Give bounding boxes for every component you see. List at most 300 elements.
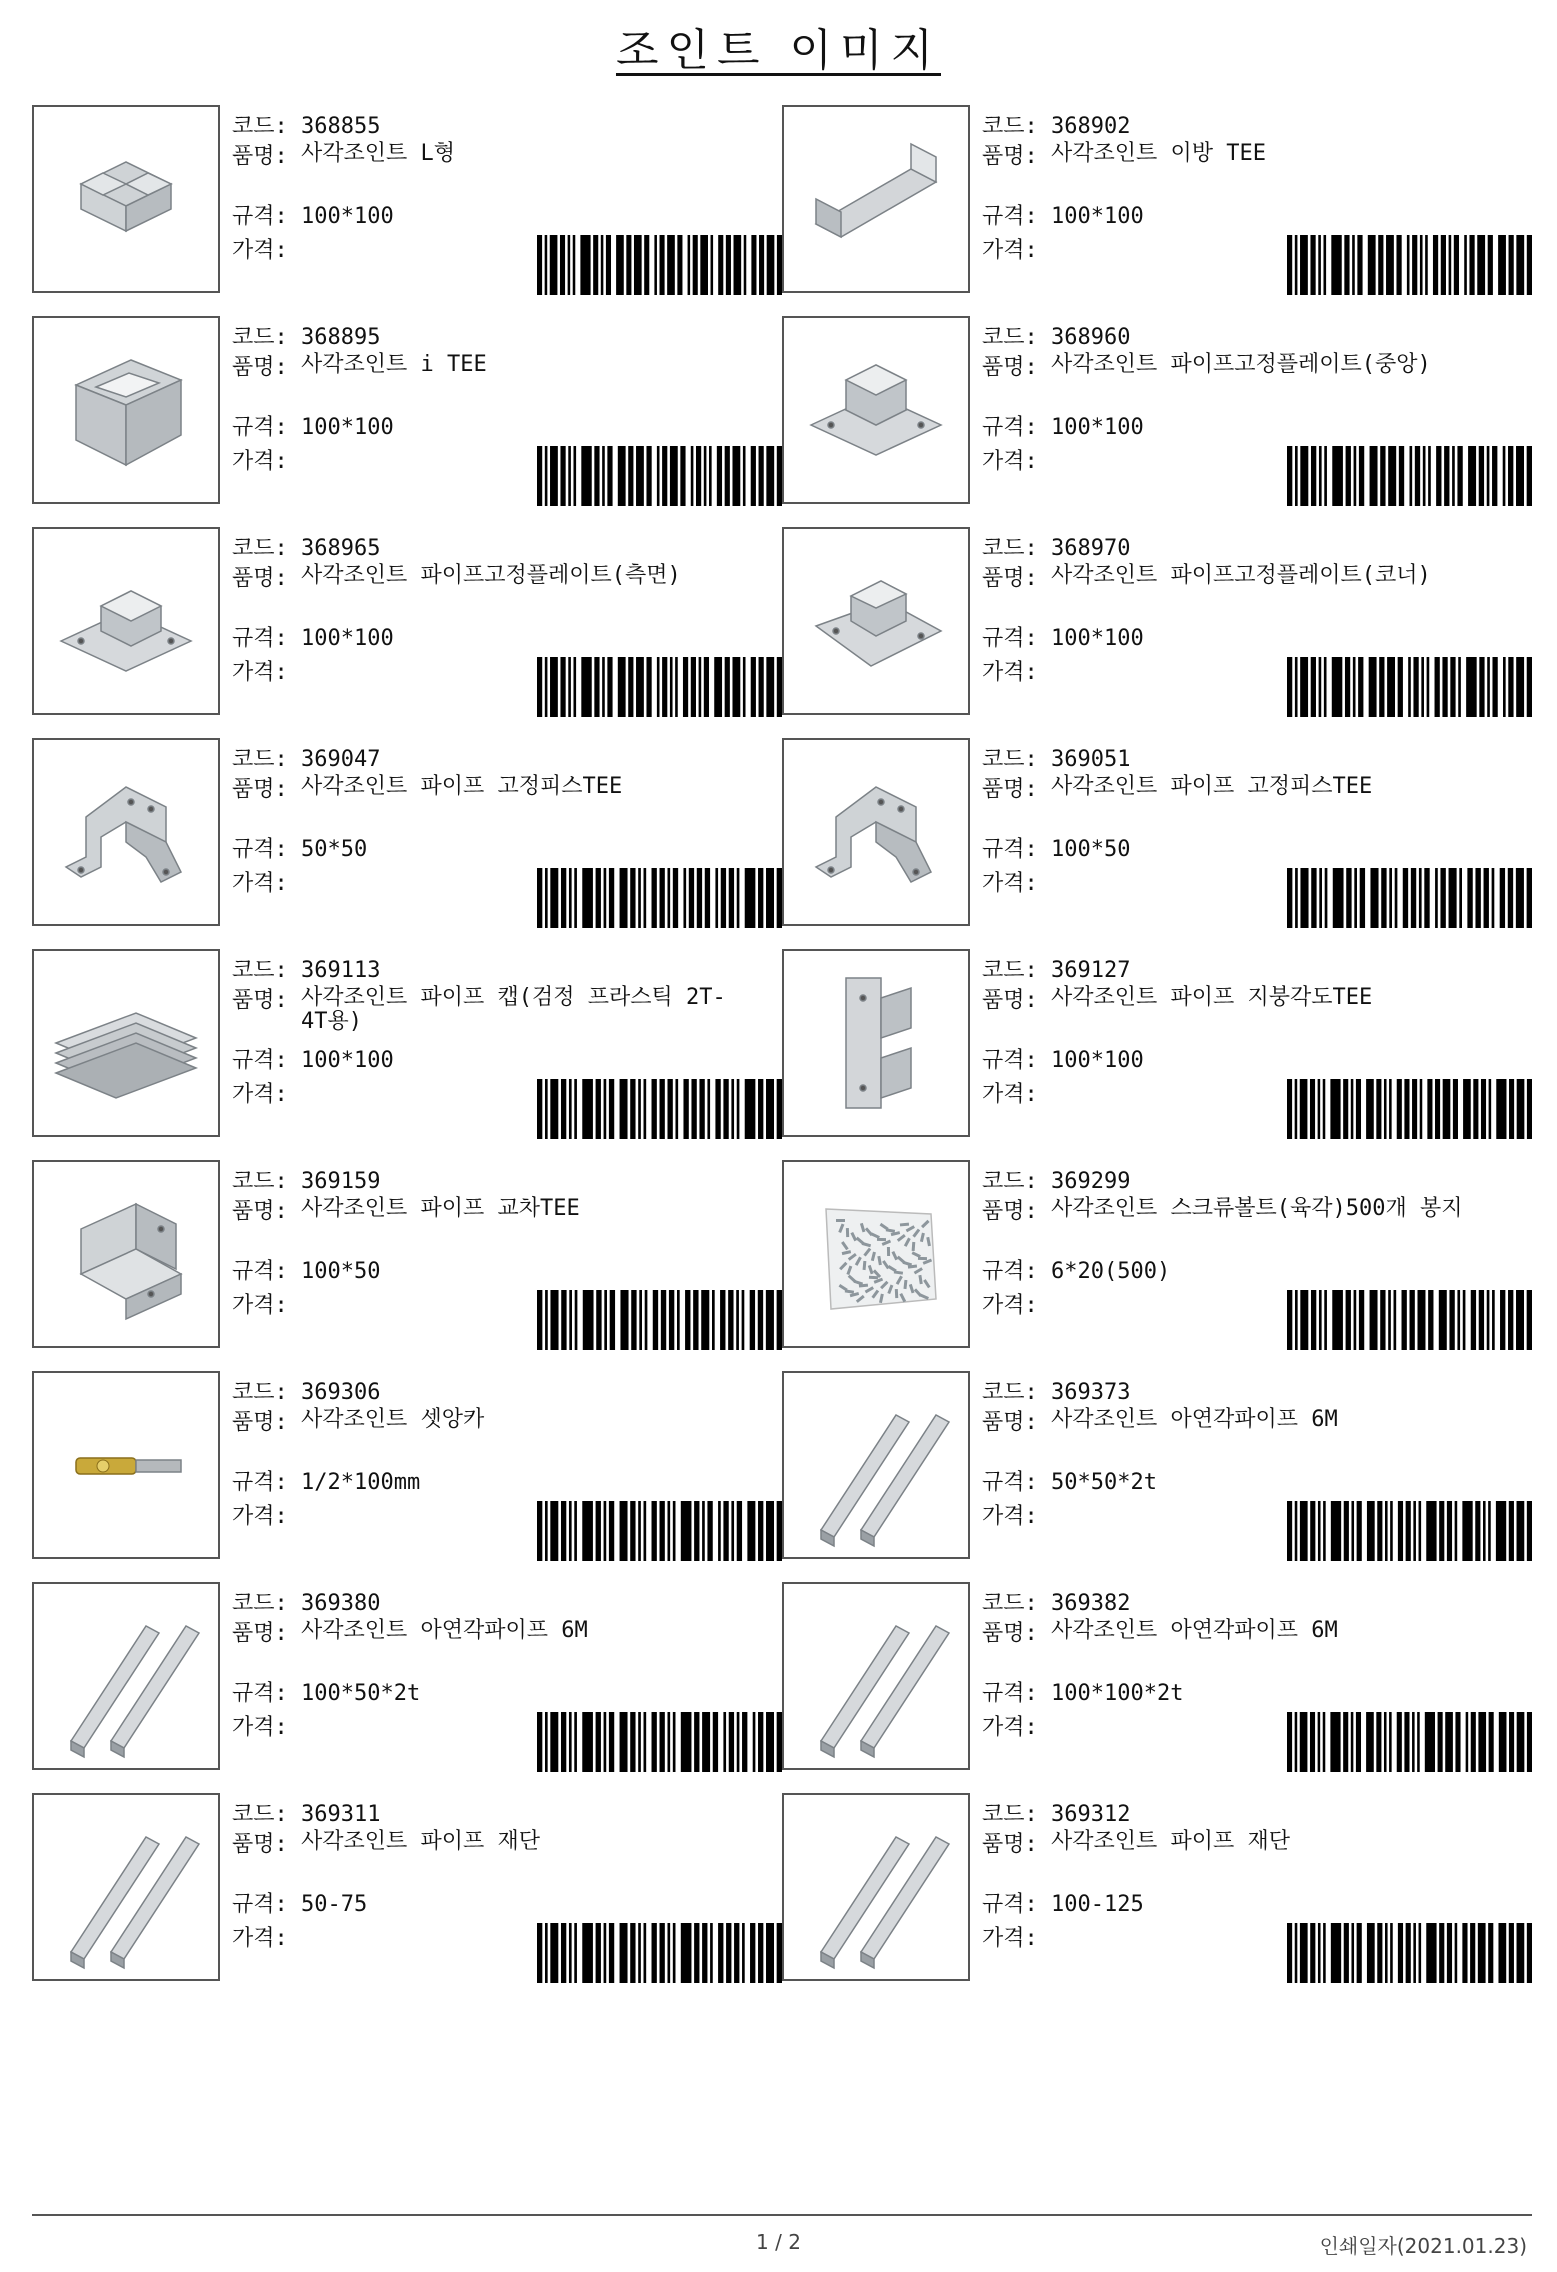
barcode-bar — [550, 1923, 558, 1983]
barcode-bar — [1408, 657, 1411, 717]
barcode-bar — [1463, 1079, 1471, 1139]
barcode-bar — [560, 446, 565, 506]
barcode-bar — [702, 1923, 707, 1983]
barcode-bar — [582, 1923, 593, 1983]
barcode-bar — [545, 1079, 548, 1139]
product-price: 가격: — [232, 1504, 288, 1529]
barcode-bar — [1516, 446, 1524, 506]
product-name: 품명: 사각조인트 스크류볼트(육각)500개 봉지 — [982, 1196, 1463, 1224]
barcode-bar — [1368, 235, 1376, 295]
barcode-bar — [1458, 657, 1461, 717]
barcode-bar — [1427, 1079, 1432, 1139]
barcode-bar — [691, 657, 696, 717]
barcode — [1287, 235, 1532, 295]
barcode-bar — [1516, 657, 1524, 717]
barcode-bar — [1377, 1501, 1382, 1561]
barcode-bar — [582, 1079, 593, 1139]
barcode-bar — [1517, 1079, 1525, 1139]
product-image — [32, 105, 220, 293]
barcode-bar — [1332, 446, 1343, 506]
barcode-bar — [1457, 446, 1462, 506]
product-card — [32, 1793, 782, 2004]
barcode-bar — [667, 1079, 672, 1139]
barcode-bar — [620, 868, 628, 928]
barcode-bar — [737, 1079, 740, 1139]
product-price: 가격: — [982, 1504, 1038, 1529]
barcode-bar — [582, 868, 593, 928]
barcode-bar — [1509, 1079, 1514, 1139]
square-pipe-icon — [41, 1802, 211, 1972]
barcode-bar — [702, 1501, 705, 1561]
barcode-bar — [654, 235, 657, 295]
barcode-bar — [751, 657, 756, 717]
barcode-bar — [704, 657, 709, 717]
barcode-bar — [1410, 446, 1413, 506]
barcode-bar — [628, 446, 633, 506]
barcode-bar — [1380, 446, 1385, 506]
barcode-bar — [766, 868, 774, 928]
product-name: 품명: 사각조인트 파이프고정플레이트(코너) — [982, 563, 1431, 591]
barcode-bar — [1295, 1712, 1298, 1772]
product-name: 품명: 사각조인트 파이프 지붕각도TEE — [982, 985, 1373, 1013]
product-image — [32, 1160, 220, 1348]
barcode-bar — [742, 1923, 745, 1983]
barcode-bar — [1508, 446, 1513, 506]
barcode-bar — [1295, 235, 1298, 295]
barcode-bar — [1489, 1079, 1492, 1139]
barcode-bar — [573, 657, 576, 717]
barcode-bar — [680, 446, 685, 506]
barcode-bar — [630, 868, 635, 928]
barcode-bar — [639, 1290, 642, 1350]
barcode — [537, 657, 782, 717]
barcode-bar — [1310, 1079, 1315, 1139]
barcode-bar — [713, 1712, 718, 1772]
product-spec: 규격: 100*100 — [232, 1048, 394, 1073]
barcode-bar — [737, 868, 740, 928]
barcode-bar — [667, 1501, 670, 1561]
barcode-bar — [737, 1501, 742, 1561]
barcode-bar — [1527, 446, 1532, 506]
barcode-bar — [1527, 1712, 1532, 1772]
barcode-bar — [596, 1712, 601, 1772]
product-name: 품명: 사각조인트 이방 TEE — [982, 141, 1266, 169]
product-name: 품명: 사각조인트 파이프 고정피스TEE — [982, 774, 1373, 802]
barcode-bar — [638, 868, 641, 928]
product-spec: 규격: 100*50 — [982, 837, 1131, 862]
barcode-bar — [1419, 1923, 1422, 1983]
barcode-bar — [693, 235, 698, 295]
barcode-bar — [1376, 1712, 1381, 1772]
barcode-bar — [537, 446, 542, 506]
barcode-bar — [1295, 657, 1298, 717]
barcode-bar — [1287, 1290, 1292, 1350]
barcode-bar — [1300, 1501, 1308, 1561]
product-image — [32, 1371, 220, 1559]
barcode — [537, 1712, 782, 1772]
barcode-bar — [1332, 1290, 1343, 1350]
barcode-bar — [1386, 235, 1394, 295]
barcode-bar — [758, 1501, 763, 1561]
barcode-bar — [628, 657, 633, 717]
barcode-bar — [596, 1079, 601, 1139]
barcode-bar — [744, 235, 747, 295]
barcode-bar — [766, 1290, 774, 1350]
page-title: 조인트 이미지 — [615, 25, 941, 76]
barcode-bar — [638, 1712, 641, 1772]
barcode-bar — [537, 657, 542, 717]
product-card — [32, 949, 782, 1160]
barcode-bar — [561, 868, 566, 928]
barcode-bar — [1346, 446, 1351, 506]
barcode-bar — [715, 868, 718, 928]
barcode-bar — [1455, 1501, 1458, 1561]
barcode-bar — [1467, 868, 1472, 928]
barcode-bar — [1450, 657, 1455, 717]
barcode-bar — [620, 1923, 628, 1983]
product-price: 가격: — [232, 1715, 288, 1740]
barcode-bar — [630, 1923, 635, 1983]
barcode-bar — [1323, 235, 1326, 295]
barcode-bar — [718, 235, 723, 295]
barcode-bar — [1295, 446, 1298, 506]
product-image — [782, 1582, 970, 1770]
barcode-bar — [652, 1712, 657, 1772]
barcode-bar — [696, 446, 701, 506]
product-spec: 규격: 100*100 — [982, 1048, 1144, 1073]
barcode-bar — [1300, 657, 1308, 717]
barcode-bar — [766, 1712, 774, 1772]
barcode-bar — [573, 446, 576, 506]
barcode — [1287, 1290, 1532, 1350]
barcode — [1287, 657, 1532, 717]
product-code: 코드: 368855 — [232, 114, 381, 139]
barcode-bar — [1390, 1501, 1393, 1561]
barcode-bar — [574, 868, 577, 928]
barcode-bar — [630, 1079, 635, 1139]
barcode-bar — [638, 1079, 641, 1139]
barcode-bar — [582, 1712, 593, 1772]
barcode-bar — [609, 1501, 614, 1561]
barcode-bar — [1343, 1079, 1348, 1139]
barcode-bar — [700, 235, 708, 295]
barcode-bar — [1318, 235, 1321, 295]
product-name: 품명: 사각조인트 파이프 재단 — [232, 1829, 541, 1857]
barcode-bar — [569, 1290, 572, 1350]
barcode-bar — [1413, 1923, 1416, 1983]
barcode-bar — [594, 446, 599, 506]
barcode-bar — [1370, 1290, 1378, 1350]
barcode-bar — [732, 446, 740, 506]
barcode-bar — [1404, 1079, 1409, 1139]
barcode-bar — [667, 235, 675, 295]
barcode-bar — [662, 657, 667, 717]
barcode-bar — [1527, 1290, 1532, 1350]
barcode-bar — [537, 1712, 542, 1772]
barcode-bar — [575, 1290, 578, 1350]
barcode-bar — [662, 446, 667, 506]
barcode-bar — [569, 1923, 572, 1983]
barcode-bar — [677, 235, 682, 295]
barcode-bar — [1300, 1079, 1308, 1139]
barcode-bar — [1324, 657, 1327, 717]
product-price: 가격: — [982, 449, 1038, 474]
barcode-bar — [1478, 1923, 1486, 1983]
barcode-bar — [1300, 1923, 1308, 1983]
barcode-bar — [634, 235, 642, 295]
barcode-bar — [697, 868, 702, 928]
barcode-bar — [1449, 235, 1452, 295]
barcode-bar — [683, 657, 688, 717]
square-pipe-icon — [791, 1802, 961, 1972]
barcode-bar — [1331, 235, 1341, 295]
barcode-bar — [1310, 1923, 1315, 1983]
product-code: 코드: 368902 — [982, 114, 1131, 139]
barcode-bar — [753, 1712, 756, 1772]
barcode-bar — [1394, 1290, 1397, 1350]
barcode-bar — [580, 235, 590, 295]
barcode-bar — [667, 868, 670, 928]
barcode-bar — [1487, 1290, 1490, 1350]
barcode-bar — [1387, 657, 1395, 717]
barcode-bar — [1300, 1712, 1308, 1772]
product-image — [782, 1793, 970, 1981]
barcode-bar — [689, 868, 694, 928]
barcode-bar — [1300, 446, 1308, 506]
barcode-bar — [759, 235, 764, 295]
barcode-bar — [1311, 1290, 1316, 1350]
barcode-bar — [545, 1923, 548, 1983]
barcode-bar — [550, 1501, 558, 1561]
barcode-bar — [1346, 868, 1351, 928]
barcode-bar — [537, 1290, 542, 1350]
product-image — [32, 1582, 220, 1770]
barcode-bar — [1508, 868, 1513, 928]
barcode-bar — [630, 1501, 635, 1561]
barcode-bar — [1500, 1290, 1505, 1350]
barcode-bar — [1527, 1923, 1532, 1983]
barcode-bar — [673, 1501, 676, 1561]
product-name: 품명: 사각조인트 아연각파이프 6M — [982, 1407, 1338, 1435]
barcode-bar — [1352, 235, 1355, 295]
barcode — [537, 1290, 782, 1350]
barcode-bar — [652, 868, 657, 928]
product-code: 코드: 369306 — [232, 1380, 381, 1405]
barcode-bar — [618, 446, 626, 506]
barcode-bar — [1488, 235, 1493, 295]
channel-tee-icon — [791, 114, 961, 284]
barcode-bar — [604, 1290, 607, 1350]
barcode-bar — [1492, 1290, 1495, 1350]
barcode-bar — [1359, 446, 1364, 506]
barcode-bar — [1395, 868, 1398, 928]
barcode-bar — [683, 868, 686, 928]
barcode-bar — [766, 446, 774, 506]
barcode-bar — [1438, 1712, 1443, 1772]
barcode-bar — [631, 1290, 636, 1350]
barcode-bar — [1527, 868, 1532, 928]
barcode-bar — [667, 1712, 670, 1772]
product-spec: 규격: 100-125 — [982, 1892, 1144, 1917]
product-code: 코드: 369380 — [232, 1591, 381, 1616]
barcode-bar — [766, 1501, 774, 1561]
barcode-bar — [1310, 235, 1315, 295]
product-spec: 규격: 100*100 — [982, 415, 1144, 440]
barcode-bar — [1440, 868, 1445, 928]
barcode-bar — [1426, 1501, 1436, 1561]
barcode — [1287, 1923, 1532, 1983]
barcode-bar — [705, 868, 710, 928]
barcode-bar — [1390, 1923, 1393, 1983]
barcode-bar — [1421, 657, 1424, 717]
product-card — [782, 738, 1532, 949]
barcode-bar — [1463, 1290, 1466, 1350]
barcode-bar — [1356, 1079, 1361, 1139]
barcode-bar — [1496, 1079, 1506, 1139]
barcode-bar — [1516, 1290, 1524, 1350]
product-image — [782, 105, 970, 293]
barcode-bar — [1481, 1079, 1486, 1139]
barcode-bar — [620, 1079, 628, 1139]
product-code: 코드: 368960 — [982, 325, 1131, 350]
barcode-bar — [1462, 1501, 1472, 1561]
barcode-bar — [751, 446, 756, 506]
barcode-bar — [1384, 1712, 1387, 1772]
plate-center-icon — [791, 325, 961, 495]
barcode-bar — [537, 1923, 542, 1983]
barcode-bar — [1398, 1923, 1403, 1983]
barcode-bar — [604, 1923, 607, 1983]
barcode-bar — [742, 1290, 745, 1350]
barcode-bar — [1500, 868, 1505, 928]
barcode-bar — [1357, 235, 1362, 295]
barcode-bar — [638, 1923, 641, 1983]
barcode-bar — [1499, 1712, 1507, 1772]
barcode-bar — [750, 1290, 755, 1350]
barcode-bar — [561, 1290, 566, 1350]
barcode-bar — [1369, 657, 1377, 717]
barcode-bar — [725, 657, 730, 717]
barcode-bar — [1324, 1290, 1327, 1350]
barcode-bar — [1325, 868, 1328, 928]
product-name: 품명: 사각조인트 셋앙카 — [232, 1407, 485, 1435]
barcode-bar — [1388, 446, 1396, 506]
product-price: 가격: — [982, 238, 1038, 263]
barcode-bar — [714, 657, 722, 717]
barcode-bar — [709, 446, 712, 506]
barcode-bar — [1353, 657, 1356, 717]
barcode-bar — [568, 446, 571, 506]
barcode-bar — [1333, 868, 1344, 928]
barcode-bar — [652, 1079, 657, 1139]
barcode-bar — [1489, 1712, 1494, 1772]
barcode-bar — [1492, 446, 1497, 506]
barcode-bar — [1385, 1923, 1388, 1983]
barcode-bar — [751, 235, 756, 295]
anchor-bolt-icon — [41, 1380, 211, 1550]
barcode-bar — [723, 1501, 728, 1561]
barcode-bar — [1492, 657, 1497, 717]
product-price: 가격: — [232, 1082, 288, 1107]
product-spec: 규격: 50-75 — [232, 1892, 368, 1917]
roof-angle-tee-icon — [791, 958, 961, 1128]
barcode-bar — [750, 1923, 755, 1983]
product-card — [32, 1582, 782, 1793]
barcode-bar — [1318, 1712, 1321, 1772]
product-price: 가격: — [982, 660, 1038, 685]
barcode-bar — [673, 868, 678, 928]
product-image — [782, 738, 970, 926]
barcode-bar — [707, 1079, 710, 1139]
barcode-bar — [1399, 446, 1404, 506]
barcode-bar — [1412, 235, 1417, 295]
barcode-bar — [1484, 868, 1489, 928]
product-spec: 규격: 1/2*100mm — [232, 1470, 421, 1495]
product-code: 코드: 369312 — [982, 1802, 1131, 1827]
barcode — [1287, 1712, 1532, 1772]
barcode-bar — [1402, 1290, 1407, 1350]
barcode-bar — [1295, 1923, 1298, 1983]
barcode-bar — [1433, 235, 1438, 295]
product-code: 코드: 369113 — [232, 958, 381, 983]
barcode-bar — [1449, 1290, 1454, 1350]
product-card — [782, 105, 1532, 316]
barcode-bar — [704, 446, 707, 506]
product-spec: 규격: 100*100*2t — [982, 1681, 1184, 1706]
barcode-bar — [1287, 1923, 1292, 1983]
barcode-bar — [1311, 446, 1316, 506]
barcode-bar — [630, 1712, 635, 1772]
barcode-bar — [660, 1712, 665, 1772]
barcode-bar — [1487, 446, 1490, 506]
barcode-bar — [1435, 657, 1440, 717]
barcode-bar — [1475, 1501, 1480, 1561]
product-card — [32, 527, 782, 738]
barcode-bar — [644, 1923, 647, 1983]
barcode-bar — [1420, 235, 1423, 295]
barcode-bar — [1323, 1501, 1326, 1561]
barcode-bar — [1397, 1712, 1402, 1772]
product-code: 코드: 369373 — [982, 1380, 1131, 1405]
barcode-bar — [1389, 1079, 1392, 1139]
barcode-bar — [766, 1079, 774, 1139]
barcode-bar — [1354, 446, 1357, 506]
product-card — [782, 1793, 1532, 2004]
product-spec: 규격: 100*100 — [232, 626, 394, 651]
barcode-bar — [583, 1290, 594, 1350]
barcode-bar — [594, 657, 599, 717]
barcode-bar — [1295, 1079, 1298, 1139]
barcode-bar — [545, 1712, 548, 1772]
barcode-bar — [694, 1923, 699, 1983]
cross-tee-icon — [41, 1169, 211, 1339]
product-spec: 규격: 100*100 — [232, 204, 394, 229]
barcode-bar — [1357, 1501, 1362, 1561]
barcode-bar — [537, 235, 542, 295]
barcode-bar — [1323, 1712, 1326, 1772]
barcode-bar — [1419, 868, 1422, 928]
barcode-bar — [1473, 1079, 1478, 1139]
barcode-bar — [573, 235, 576, 295]
bracket-tee-icon — [791, 747, 961, 917]
product-price: 가격: — [982, 1082, 1038, 1107]
barcode-bar — [1516, 235, 1524, 295]
barcode-bar — [1300, 868, 1308, 928]
product-code: 코드: 369127 — [982, 958, 1131, 983]
barcode-bar — [1389, 868, 1392, 928]
barcode-bar — [1330, 1079, 1340, 1139]
barcode-bar — [1379, 657, 1384, 717]
